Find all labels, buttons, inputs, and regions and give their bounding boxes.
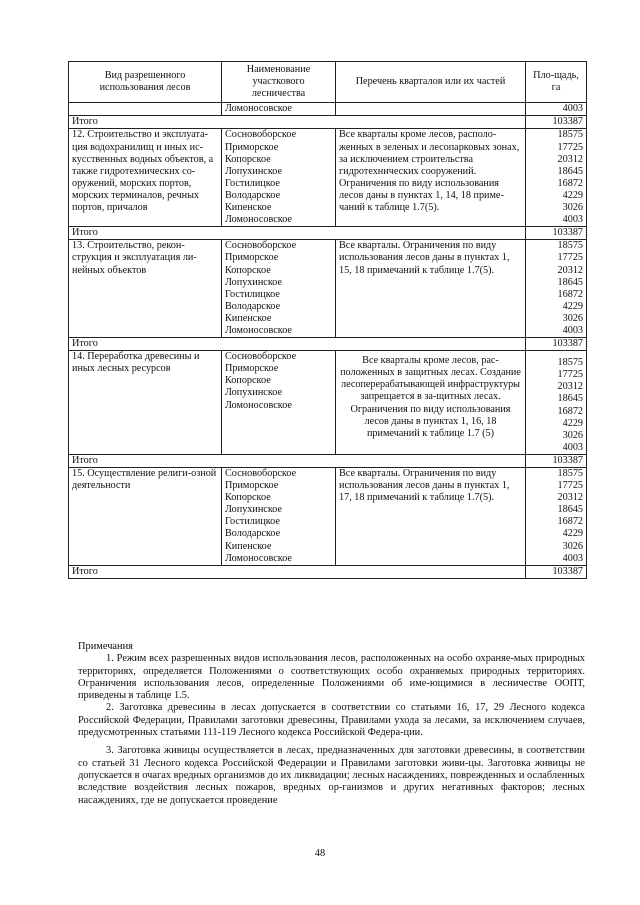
area-item: 20312 bbox=[557, 492, 583, 504]
area-item: 18575 bbox=[557, 240, 583, 252]
use-type-cell: 14. Переработка древесины и иных лесных ресурсов bbox=[69, 351, 222, 455]
table-row bbox=[69, 468, 587, 566]
use-type-cell: 15. Осуществление религи-озной деятельности bbox=[69, 468, 222, 566]
total-row bbox=[69, 565, 587, 578]
district-item: Лопухинское bbox=[225, 504, 282, 516]
total-value: 103387 bbox=[526, 338, 587, 351]
area-list-cell bbox=[526, 468, 587, 566]
quarters-cell: Все кварталы. Ограничения по виду использования лесов даны в пунктах 1, 17, 18 примечаний к таблице 1.7(5). bbox=[336, 468, 526, 566]
district-item: Лопухинское bbox=[225, 276, 282, 288]
district-item: Гостилицкое bbox=[225, 288, 280, 300]
total-label: Итого bbox=[69, 565, 526, 578]
total-row bbox=[69, 116, 587, 129]
district-item: Лопухинское bbox=[225, 387, 282, 399]
note-3: 3. Заготовка живицы осуществляется в лесах, предназначенных для заготовки древесины, в соответствии со статьей 31 Лесного кодекса Российской Федерации и Правилами заготовки живи-цы. Заготовка живицы не допускается в очагах вредных организмов до их ликвидации; лесных насаждениях, поврежденных и ослабленных вследствие воздействия лесных пожаров, вредных ор-ганизмов и других негативных факторов; лесных насаждениях, где не допускается проведение bbox=[78, 745, 585, 806]
district-item: Гостилицкое bbox=[225, 177, 280, 189]
area-item: 18645 bbox=[557, 276, 583, 288]
area-item: 4003 bbox=[562, 214, 583, 226]
area-item: 18575 bbox=[557, 468, 583, 479]
table-body bbox=[69, 103, 587, 579]
total-value: 103387 bbox=[526, 116, 587, 129]
total-row bbox=[69, 338, 587, 351]
area-item: 18575 bbox=[557, 129, 583, 141]
district-item: Сосновоборское bbox=[225, 129, 297, 141]
area-item: 20312 bbox=[557, 264, 583, 276]
area-item: 3026 bbox=[562, 312, 583, 324]
district-item: Володарское bbox=[225, 300, 281, 312]
area-item: 17725 bbox=[557, 141, 583, 153]
district-item: Копорское bbox=[225, 375, 271, 387]
quarters-cell: Все кварталы. Ограничения по виду использования лесов даны в пунктах 1, 15, 18 примечаний к таблице 1.7(5). bbox=[336, 240, 526, 338]
area-item: 16872 bbox=[557, 177, 583, 189]
district-item: Приморское bbox=[225, 480, 279, 492]
area-item: 4003 bbox=[562, 441, 583, 453]
area-item: 18645 bbox=[557, 504, 583, 516]
total-row bbox=[69, 227, 587, 240]
area-item: 4003 bbox=[562, 324, 583, 336]
area-list-cell bbox=[526, 129, 587, 227]
area-item: 4229 bbox=[562, 417, 583, 429]
district-item: Ломоносовское bbox=[225, 214, 292, 226]
header-area: Пло-щадь, га bbox=[526, 62, 587, 103]
area-item: 16872 bbox=[557, 405, 583, 417]
forest-use-table bbox=[68, 61, 587, 579]
area-item: 3026 bbox=[562, 540, 583, 552]
district-item: Копорское bbox=[225, 264, 271, 276]
area-item: 20312 bbox=[557, 381, 583, 393]
table-row bbox=[69, 240, 587, 338]
area-item: 4003 bbox=[562, 552, 583, 564]
district-item: Кипенское bbox=[225, 202, 272, 214]
area-item: 18575 bbox=[557, 357, 583, 369]
total-label: Итого bbox=[69, 454, 526, 467]
district-item: Копорское bbox=[225, 153, 271, 165]
district-item: Ломоносовское bbox=[225, 552, 292, 564]
table-row bbox=[69, 103, 587, 116]
district-list-cell bbox=[222, 351, 336, 455]
area-cell: 4003 bbox=[526, 103, 587, 116]
district-list-cell bbox=[222, 129, 336, 227]
total-value: 103387 bbox=[526, 565, 587, 578]
district-item: Ломоносовское bbox=[225, 399, 292, 411]
area-item: 4229 bbox=[562, 189, 583, 201]
notes-section bbox=[78, 641, 585, 807]
district-item: Володарское bbox=[225, 528, 281, 540]
area-item: 16872 bbox=[557, 288, 583, 300]
district-item: Приморское bbox=[225, 252, 279, 264]
quarters-cell: Все кварталы кроме лесов, располо-женных в зеленых и лесопарковых зонах, за исключением строительства гидротехнических сооружений. Ограничения по виду использования лесов даны в пунктах 1, 14, 18 приме-чаний к таблице 1.7(5). bbox=[336, 129, 526, 227]
total-row bbox=[69, 454, 587, 467]
total-value: 103387 bbox=[526, 227, 587, 240]
total-label: Итого bbox=[69, 227, 526, 240]
district-item: Сосновоборское bbox=[225, 240, 297, 252]
district-list-cell bbox=[222, 240, 336, 338]
quarters-cell: Все кварталы кроме лесов, рас-положенных в защитных лесах. Создание лесоперерабатывающей инфраструктуры запрещается в за-щитных лесах. Ограничения по виду использования лесов даны в пунктах 1, 16, 18 примечаний к таблице 1.7 (5) bbox=[336, 351, 526, 455]
district-item: Приморское bbox=[225, 141, 279, 153]
total-label: Итого bbox=[69, 116, 526, 129]
area-item: 4229 bbox=[562, 528, 583, 540]
district-item: Гостилицкое bbox=[225, 516, 280, 528]
note-1: 1. Режим всех разрешенных видов использования лесов, расположенных на особо охраняе-мых природных территориях, определяется Положениями о соответствующих особо охраняемых природных территориях. Ограничения использования лесов, определенные Положениями об име-ющимися в лесничестве ООПТ, приведены в таблице 1.5. bbox=[78, 653, 585, 702]
district-item: Кипенское bbox=[225, 312, 272, 324]
notes-title: Примечания bbox=[78, 641, 133, 652]
table-header-row bbox=[69, 62, 587, 103]
district-item: Сосновоборское bbox=[225, 351, 297, 363]
district-list-cell bbox=[222, 468, 336, 566]
area-list-cell bbox=[526, 240, 587, 338]
use-type-cell: 12. Строительство и эксплуата-ция водохранилищ и иных ис-кусственных водных объектов, а также гидротехнических со-оружений, морских портов, морских терминалов, речных портов, причалов bbox=[69, 129, 222, 227]
district-item: Сосновоборское bbox=[225, 468, 297, 479]
area-item: 18645 bbox=[557, 393, 583, 405]
district-item: Лопухинское bbox=[225, 165, 282, 177]
area-item: 20312 bbox=[557, 153, 583, 165]
area-item: 18645 bbox=[557, 165, 583, 177]
use-type-cell: 13. Строительство, рекон-струкция и эксплуатация ли-нейных объектов bbox=[69, 240, 222, 338]
area-item: 17725 bbox=[557, 369, 583, 381]
area-item: 17725 bbox=[557, 480, 583, 492]
area-item: 3026 bbox=[562, 429, 583, 441]
header-quarters: Перечень кварталов или их частей bbox=[336, 62, 526, 103]
area-item: 3026 bbox=[562, 202, 583, 214]
district-item: Копорское bbox=[225, 492, 271, 504]
header-use-type: Вид разрешенного использования лесов bbox=[69, 62, 222, 103]
district-item: Приморское bbox=[225, 363, 279, 375]
page-number: 48 bbox=[314, 848, 326, 859]
area-item: 16872 bbox=[557, 516, 583, 528]
table-row bbox=[69, 129, 587, 227]
district-cell: Ломоносовское bbox=[222, 103, 336, 116]
area-item: 4229 bbox=[562, 300, 583, 312]
area-item: 17725 bbox=[557, 252, 583, 264]
district-item: Кипенское bbox=[225, 540, 272, 552]
note-2: 2. Заготовка древесины в лесах допускается в соответствии со статьями 16, 17, 29 Лесного кодекса Российской Федерации, Правилами заготовки древесины, Правилами ухода за лесами, за исключением случаев, предусмотренных статьями 111-119 Лесного кодекса Российской Федера-ции. bbox=[78, 702, 585, 739]
district-item: Володарское bbox=[225, 189, 281, 201]
total-value: 103387 bbox=[526, 454, 587, 467]
total-label: Итого bbox=[69, 338, 526, 351]
area-list-cell bbox=[526, 351, 587, 455]
table-row bbox=[69, 351, 587, 455]
district-item: Ломоносовское bbox=[225, 324, 292, 336]
header-district: Наименование участкового лесничества bbox=[222, 62, 336, 103]
